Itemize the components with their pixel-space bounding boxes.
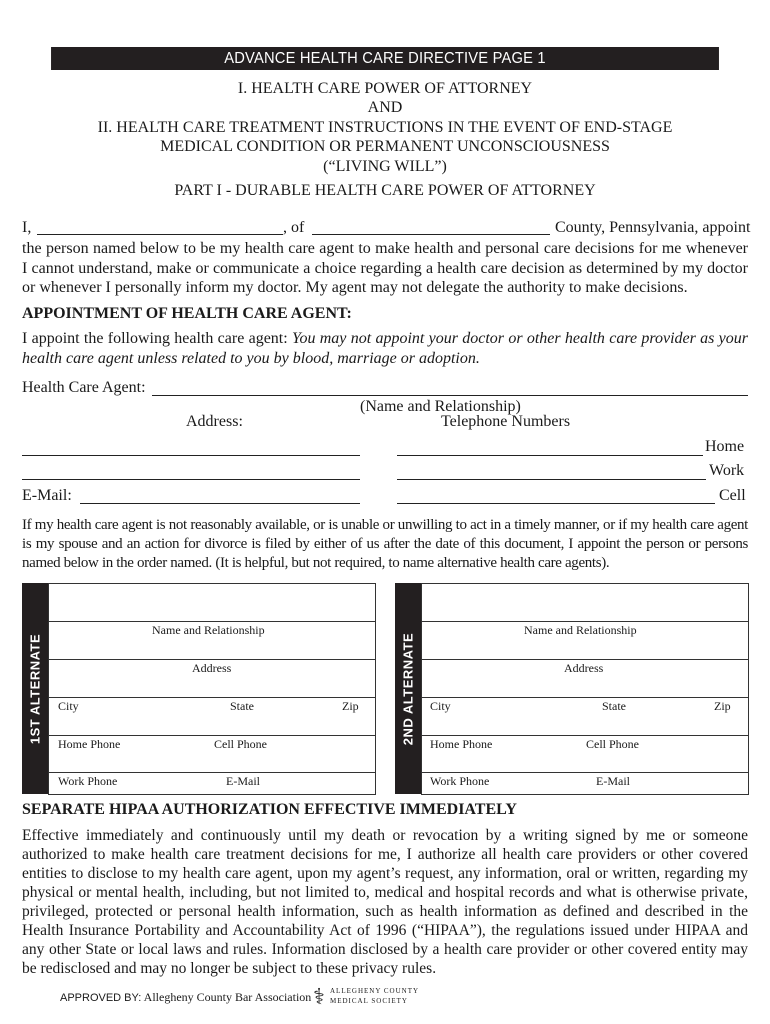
title-and: AND: [367, 99, 403, 116]
alternates-paragraph: If my health care agent is not reasonably available, or is unable or unwilling to act in a timely manner, or if my health care agent is my spouse and an action for divorce is filed by either of us after the date of this document, I appoint the person or persons named below in the order named. (It is helpful, but not required, to name alternative health care agents).: [22, 517, 748, 571]
alternate-2-sidebar: [395, 583, 421, 794]
alternate-2-city-caption: City: [430, 699, 451, 713]
work-label: Work: [709, 462, 745, 479]
footer-approval: [60, 990, 311, 1005]
hipaa-paragraph: Effective immediately and continuously until my death or revocation by a writing signed by me or someone authorized to make health care treatment decisions for me, I authorize all health care providers or other covered entities to disclose to my health care agent, upon my agent’s request, any information, oral or written, regarding my physical or mental health, including, but not limited to, medical and hospital records and what is otherwise private, privileged, protected or personal health information, such as health information as defined and described in the Health Insurance Portability and Accountability Act of 1996 (“HIPAA”), the regulations issued under HIPAA and any other State or local laws and rules. Information disclosed by a health care provider or other covered entity may be redisclosed and may no longer be subject to these privacy rules.: [22, 827, 748, 977]
alternate-1-email-caption: E-Mail: [226, 774, 260, 788]
alternate-2-state-caption: State: [602, 699, 626, 713]
alternate-1-work-phone-caption: Work Phone: [58, 774, 118, 788]
alternate-1-address-field[interactable]: [49, 659, 375, 660]
principal-county-blank[interactable]: [312, 234, 550, 235]
appointment-lead: I appoint the following health care agent:: [22, 330, 288, 347]
medical-society-line-1: ALLEGHENY COUNTY: [330, 987, 420, 995]
bar-association-name: Allegheny County Bar Association: [143, 990, 312, 1004]
title-medical-condition: MEDICAL CONDITION OR PERMANENT UNCONSCIOUSNESS: [160, 138, 610, 155]
alternate-1-name-caption: Name and Relationship: [152, 623, 265, 637]
alternate-1-box: [48, 583, 376, 795]
part-one-heading: PART I - DURABLE HEALTH CARE POWER OF ATTORNEY: [174, 182, 596, 199]
alternate-2-work-field[interactable]: [422, 772, 748, 773]
medical-staff-icon: ⚕: [313, 984, 325, 1009]
alternate-1-state-caption: State: [230, 699, 254, 713]
cell-label: Cell: [719, 487, 746, 504]
agent-work-phone-field[interactable]: [397, 479, 706, 480]
alternate-2-phone-field[interactable]: [422, 735, 748, 736]
agent-email-field[interactable]: [80, 503, 360, 504]
title-power-of-attorney: I. HEALTH CARE POWER OF ATTORNEY: [237, 80, 533, 97]
alternate-1-city-caption: City: [58, 699, 79, 713]
agent-label: Health Care Agent:: [22, 379, 146, 396]
alternate-1-cell-phone-caption: Cell Phone: [214, 737, 267, 751]
alternate-2-cell-phone-caption: Cell Phone: [586, 737, 639, 751]
alternate-2-email-caption: E-Mail: [596, 774, 630, 788]
title-treatment-instructions: II. HEALTH CARE TREATMENT INSTRUCTIONS IN THE EVENT OF END-STAGE: [97, 119, 673, 136]
agent-name-caption: (Name and Relationship): [360, 398, 521, 415]
alternate-1-sidebar: [22, 583, 48, 794]
agent-cell-phone-field[interactable]: [397, 503, 715, 504]
alternate-2-box: [421, 583, 749, 795]
alternate-2-name-field[interactable]: [422, 621, 748, 622]
telephone-label: Telephone Numbers: [441, 413, 571, 430]
alternate-1-name-field[interactable]: [49, 621, 375, 622]
alternate-1-city-field[interactable]: [49, 697, 375, 698]
appointment-italic-note: You may not appoint your doctor or other health care provider as your health care agent unless related to you by blood, marriage or adoption.: [22, 330, 749, 367]
page-banner: ADVANCE HEALTH CARE DIRECTIVE PAGE 1: [51, 47, 719, 70]
principal-name-blank[interactable]: [37, 234, 283, 235]
email-label: E-Mail:: [22, 487, 72, 504]
alternate-1-home-phone-caption: Home Phone: [58, 737, 121, 751]
alternate-1-address-caption: Address: [192, 661, 232, 675]
approved-by-label: APPROVED BY:: [60, 992, 142, 1004]
intro-i-label: I,: [22, 219, 32, 236]
agent-home-phone-field[interactable]: [397, 455, 703, 456]
alternate-2-address-caption: Address: [564, 661, 604, 675]
home-label: Home: [705, 438, 745, 455]
hipaa-heading: SEPARATE HIPAA AUTHORIZATION EFFECTIVE IMMEDIATELY: [22, 801, 517, 818]
alternate-2-city-field[interactable]: [422, 697, 748, 698]
agent-address-line-1[interactable]: [22, 455, 360, 456]
appointment-paragraph: [22, 329, 748, 368]
agent-address-line-2[interactable]: [22, 479, 360, 480]
alternate-2-label: 2ND ALTERNATE: [400, 632, 416, 745]
medical-society-logo: [330, 986, 419, 1006]
alternate-2-name-caption: Name and Relationship: [524, 623, 637, 637]
address-label: Address:: [186, 413, 243, 430]
agent-name-field[interactable]: [152, 395, 748, 396]
alternate-2-home-phone-caption: Home Phone: [430, 737, 493, 751]
appointment-heading: APPOINTMENT OF HEALTH CARE AGENT:: [22, 305, 352, 322]
alternate-1-zip-caption: Zip: [342, 699, 359, 713]
medical-society-line-2: MEDICAL SOCIETY: [330, 997, 408, 1005]
alternate-2-address-field[interactable]: [422, 659, 748, 660]
intro-of-label: , of: [283, 219, 305, 236]
title-living-will: (“LIVING WILL”): [323, 158, 447, 175]
alternate-1-work-field[interactable]: [49, 772, 375, 773]
alternate-1-phone-field[interactable]: [49, 735, 375, 736]
alternate-1-label: 1ST ALTERNATE: [27, 633, 43, 744]
alternate-2-zip-caption: Zip: [714, 699, 731, 713]
alternate-2-work-phone-caption: Work Phone: [430, 774, 490, 788]
county-text: County, Pennsylvania, appoint: [555, 219, 751, 236]
intro-paragraph: the person named below to be my health care agent to make health and personal care decisions for me whenever I cannot understand, make or communicate a choice regarding a health care decision as determined by my doctor or whenever I personally inform my doctor. My agent may not delegate the authority to make decisions.: [22, 240, 748, 296]
